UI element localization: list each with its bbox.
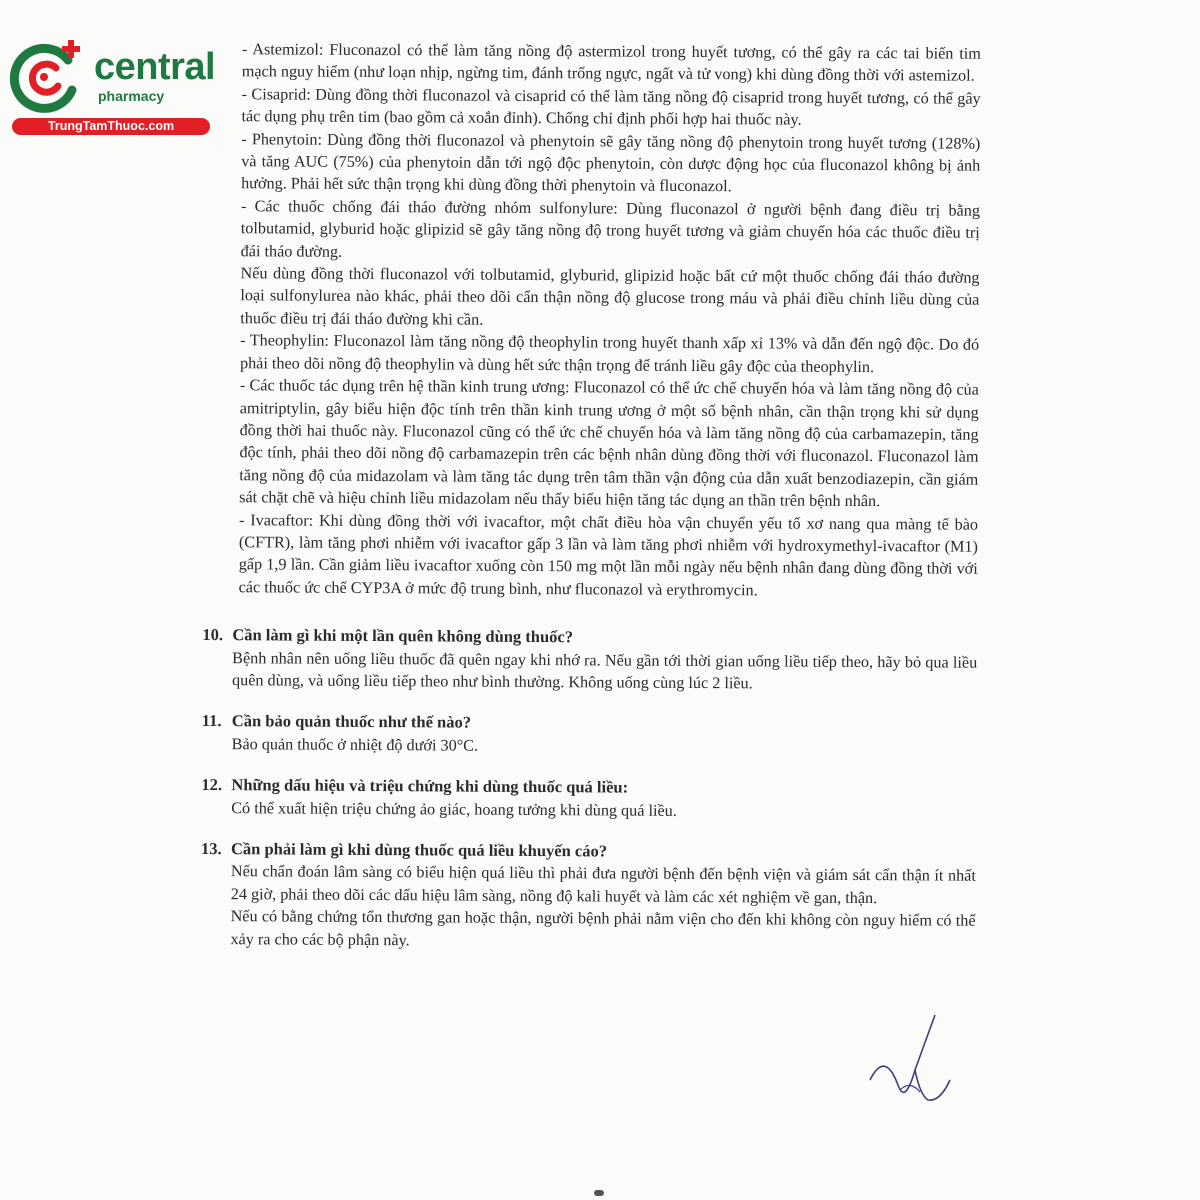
section-storage (202, 710, 977, 760)
section-title: Cần làm gì khi một lần quên không dùng thuốc? (232, 625, 574, 647)
leaflet-page (200, 38, 981, 955)
brand-url[interactable]: TrungTamThuoc.com (12, 118, 210, 135)
interaction-sulfonylure: - Các thuốc chống đái tháo đường nhóm sulfonylure: Dùng fluconazol ở người bệnh đang điều trị bằng tolbutamid, glyburid hoặc glipizid sẽ gây tăng nồng độ trong huyết tương và giảm chuyển hóa các thuốc điều trị đái tháo đường. (240, 197, 981, 261)
central-pharmacy-logo[interactable] (10, 38, 215, 138)
section-missed-dose (202, 624, 977, 696)
interaction-phenytoin: - Phenytoin: Dùng đồng thời fluconazol và phenytoin sẽ gây tăng nồng độ phenytoin trong huyết tương (128%) và tăng AUC (75%) của phenytoin dẫn tới ngộ độc phenytoin, còn dược động học của fluconazol không bị ảnh hưởng. Phải hết sức thận trọng khi dùng đồng thời phenytoin và fluconazol. (241, 129, 981, 196)
section-title: Cần phải làm gì khi dùng thuốc quá liều khuyến cáo? (230, 839, 608, 861)
section-number: 10. (202, 625, 224, 645)
interaction-cisaprid: - Cisaprid: Dùng đồng thời fluconazol và cisaprid có thể làm tăng nồng độ cisaprid trong huyết tương, có thể gây tác dụng phụ trên tim (bao gồm cả xoắn đỉnh). Chống chỉ định phối hợp hai thuốc này. (241, 85, 981, 129)
section-text: Có thể xuất hiện triệu chứng ảo giác, hoang tưởng khi dùng quá liều. (231, 798, 677, 820)
section-title: Cần bảo quản thuốc như thế nào? (231, 711, 472, 733)
section-number: 12. (201, 775, 223, 795)
page-number-mark (594, 1190, 604, 1196)
section-text: Nếu chẩn đoán lâm sàng có biểu hiện quá liều thì phải đưa người bệnh đến bệnh viện và giám sát cẩn thận ít nhất 24 giờ, phải theo dõi các dấu hiệu lâm sàng, nồng độ kali huyết và làm các xét nghiệm về gan, thận. (230, 862, 976, 907)
brand-subtitle: pharmacy (98, 88, 165, 104)
section-overdose-signs (201, 774, 976, 824)
section-number: 11. (201, 711, 222, 731)
interaction-sulfonylure-note: Nếu dùng đồng thời fluconazol với tolbutamid, glyburid, glipizid hoặc bất cứ một thuốc chống đái tháo đường loại sulfonylurea nào khác, phải theo dõi cẩn thận nồng độ glucose trong máu và phải điều chỉnh liều dùng của thuốc điều trị đái tháo đường khi cần. (240, 264, 980, 329)
pharmacy-cross-icon (10, 38, 90, 116)
signature-mark (860, 1010, 970, 1120)
interaction-theophylin: - Theophylin: Fluconazol làm tăng nồng độ theophylin trong huyết thanh xấp xỉ 13% và dẫn đến ngộ độc. Do đó phải theo dõi nồng độ theophylin và dùng hết sức thận trọng để tránh liều gây độc của theophylin. (239, 331, 980, 376)
brand-name: central (94, 46, 216, 88)
section-title: Những dấu hiệu và triệu chứng khi dùng thuốc quá liều: (231, 775, 629, 797)
interaction-astemizol: - Astemizol: Fluconazol có thể làm tăng nồng độ astermizol trong huyết tương, có thể gây ra các tai biến tim mạch nguy hiểm (như loạn nhịp, ngừng tim, đánh trống ngực, ngất và tử vong) khi dùng đồng thời với astemizol. (241, 40, 981, 86)
section-text: Nếu có bằng chứng tổn thương gan hoặc thận, người bệnh phải nằm viện cho đến khi không còn nguy hiểm có thể xảy ra cho các bộ phận này. (230, 907, 976, 949)
section-text: Bảo quản thuốc ở nhiệt độ dưới 30°C. (231, 734, 479, 755)
interaction-ivacaftor: - Ivacaftor: Khi dùng đồng thời với ivacaftor, một chất điều hòa vận chuyển yếu tố xơ nang qua màng tế bào (CFTR), làm tăng phơi nhiễm với ivacaftor gấp 3 lần và làm tăng phơi nhiễm với hydroxymethyl-ivacaftor (M1) gấp 1,9 lần. Cần giảm liều ivacaftor xuống còn 150 mg một lần mỗi ngày nếu bệnh nhân đang dùng đồng thời với các thuốc ức chế CYP3A ở mức độ trung bình, như fluconazol và erythromycin. (238, 510, 979, 600)
section-overdose-actions (200, 838, 976, 955)
interaction-cns-drugs: - Các thuốc tác dụng trên hệ thần kinh trung ương: Fluconazol có thể ức chế chuyển hóa và làm tăng nồng độ của amitriptylin, gây biểu hiện độc tính trên thần kinh trung ương ở một số bệnh nhân, cần thận trọng khi sử dụng đồng thời hai thuốc này. Fluconazol cũng có thể ức chế chuyển hóa và làm tăng nồng độ của carbamazepin, tăng độc tính, phải theo dõi nồng độ carbamazepin trên các bệnh nhân dùng đồng thời với fluconazol. Fluconazol làm tăng nồng độ của midazolam và làm tăng tác dụng trên tâm thần vận động của dẫn xuất benzodiazepin, cần giám sát chặt chẽ và hiệu chỉnh liều midazolam nếu thấy biểu hiện tăng tác dụng an thần trên bệnh nhân. (239, 376, 979, 511)
section-text: Bệnh nhân nên uống liều thuốc đã quên ngay khi nhớ ra. Nếu gần tới thời gian uống liều tiếp theo, hãy bỏ qua liều quên dùng, và uống liều tiếp theo như bình thường. Không uống cùng lúc 2 liều. (232, 648, 978, 693)
section-number: 13. (200, 838, 222, 859)
